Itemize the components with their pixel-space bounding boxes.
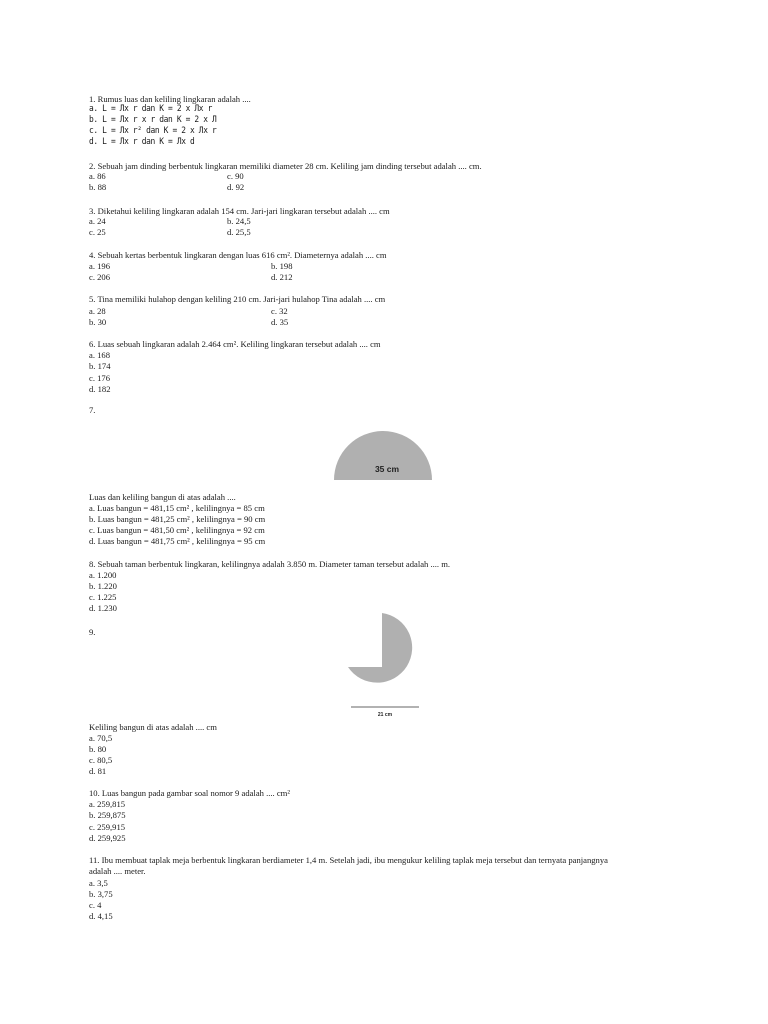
q2-option-a: a. 86 — [89, 171, 106, 181]
q4-option-b: b. 198 — [271, 261, 293, 271]
q7-option-c: c. Luas bangun = 481,50 cm² , kelilingnya = 92 cm — [89, 525, 265, 535]
q8-stem: 8. Sebuah taman berbentuk lingkaran, kelilingnya adalah 3.850 m. Diameter taman tersebut adalah .... m. — [89, 559, 451, 569]
q3-option-c: c. 25 — [89, 227, 106, 237]
q9-option-d: d. 81 — [89, 766, 107, 776]
q9-option-c: c. 80,5 — [89, 755, 113, 765]
q11-stem-line1: 11. Ibu membuat taplak meja berbentuk lingkaran berdiameter 1,4 m. Setelah jadi, ibu mengukur keliling taplak meja tersebut dan ternyata panjangnya — [89, 855, 608, 865]
q1-option-a: a. L = Лx r dan K = 2 x Лx r — [89, 104, 212, 114]
q7-stem: Luas dan keliling bangun di atas adalah .... — [89, 492, 236, 502]
q5-option-a: a. 28 — [89, 306, 106, 316]
q6-option-d: d. 182 — [89, 384, 111, 394]
q5-option-c: c. 32 — [271, 306, 288, 316]
q2-option-d: d. 92 — [227, 182, 245, 192]
q8-option-b: b. 1.220 — [89, 581, 117, 591]
q1-option-b: b. L = Лx r x r dan K = 2 x Л — [89, 115, 217, 125]
q11-option-d: d. 4,15 — [89, 911, 113, 921]
q5-option-b: b. 30 — [89, 317, 107, 327]
q7-figure-label: 35 cm — [374, 464, 400, 474]
q4-option-d: d. 212 — [271, 272, 293, 282]
q1-stem: 1. Rumus luas dan keliling lingkaran adalah .... — [89, 94, 251, 104]
q11-option-b: b. 3,75 — [89, 889, 113, 899]
q3-option-b: b. 24,5 — [227, 216, 251, 226]
q4-option-a: a. 196 — [89, 261, 111, 271]
q2-option-b: b. 88 — [89, 182, 107, 192]
q11-stem-line2: adalah .... meter. — [89, 866, 146, 876]
q10-stem: 10. Luas bangun pada gambar soal nomor 9 adalah .... cm² — [89, 788, 290, 798]
q9-option-a: a. 70,5 — [89, 733, 113, 743]
q5-stem: 5. Tina memiliki hulahop dengan keliling 210 cm. Jari-jari hulahop Tina adalah .... cm — [89, 294, 386, 304]
q10-option-b: b. 259,875 — [89, 810, 126, 820]
q3-option-d: d. 25,5 — [227, 227, 251, 237]
q1-option-d: d. L = Лx r dan K = Лx d — [89, 137, 195, 147]
q6-option-b: b. 174 — [89, 361, 111, 371]
q3-stem: 3. Diketahui keliling lingkaran adalah 154 cm. Jari-jari lingkaran tersebut adalah .... cm — [89, 206, 390, 216]
q9-figure-label: 21 cm — [377, 712, 393, 718]
q7-number: 7. — [89, 405, 96, 415]
q10-option-a: a. 259,815 — [89, 799, 126, 809]
q8-option-d: d. 1.230 — [89, 603, 117, 613]
q7-option-b: b. Luas bangun = 481,25 cm² , kelilingnya = 90 cm — [89, 514, 266, 524]
q10-option-c: c. 259,915 — [89, 822, 126, 832]
q9-three-quarter-circle-shape — [348, 613, 412, 683]
q8-option-a: a. 1.200 — [89, 570, 117, 580]
q8-option-c: c. 1.225 — [89, 592, 117, 602]
q4-option-c: c. 206 — [89, 272, 111, 282]
q6-stem: 6. Luas sebuah lingkaran adalah 2.464 cm². Keliling lingkaran tersebut adalah .... cm — [89, 339, 381, 349]
q7-option-d: d. Luas bangun = 481,75 cm² , kelilingnya = 95 cm — [89, 536, 266, 546]
q9-stem: Keliling bangun di atas adalah .... cm — [89, 722, 217, 732]
q9-number: 9. — [89, 627, 96, 637]
q11-option-c: c. 4 — [89, 900, 102, 910]
q1-option-c: c. L = Лx r² dan K = 2 x Лx r — [89, 126, 217, 136]
q7-semicircle-figure — [330, 394, 436, 482]
q10-option-d: d. 259,925 — [89, 833, 126, 843]
q6-option-a: a. 168 — [89, 350, 111, 360]
q9-three-quarter-circle-figure — [346, 610, 424, 720]
q2-stem: 2. Sebuah jam dinding berbentuk lingkaran memiliki diameter 28 cm. Keliling jam dinding tersebut adalah .... cm. — [89, 161, 482, 171]
q7-option-a: a. Luas bangun = 481,15 cm² , kelilingnya = 85 cm — [89, 503, 265, 513]
q5-option-d: d. 35 — [271, 317, 289, 327]
q2-option-c: c. 90 — [227, 171, 244, 181]
q6-option-c: c. 176 — [89, 373, 111, 383]
q9-option-b: b. 80 — [89, 744, 107, 754]
q4-stem: 4. Sebuah kertas berbentuk lingkaran dengan luas 616 cm². Diameternya adalah .... cm — [89, 250, 387, 260]
q3-option-a: a. 24 — [89, 216, 106, 226]
q11-option-a: a. 3,5 — [89, 878, 108, 888]
